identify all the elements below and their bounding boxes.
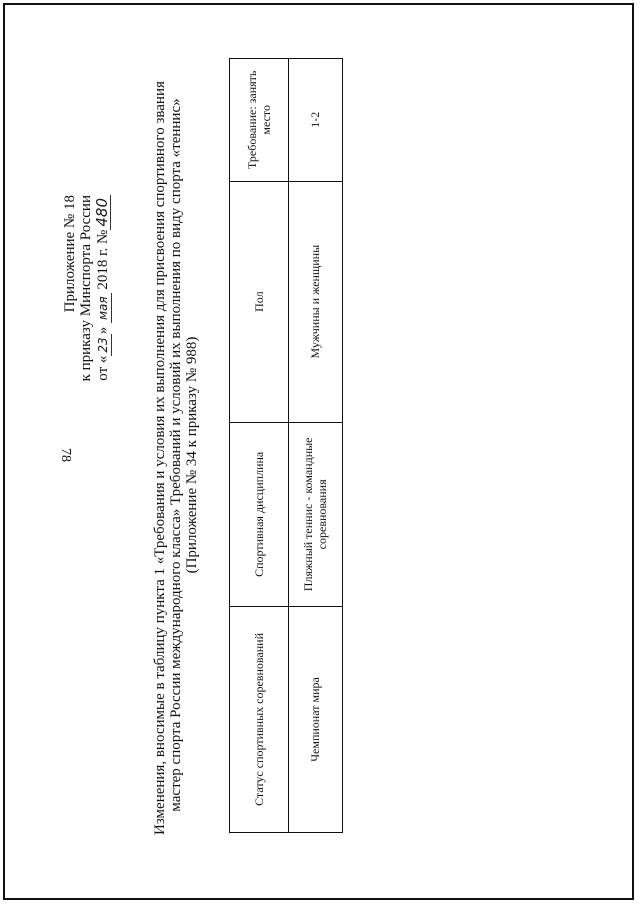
- annex-date: [94, 195, 112, 381]
- heading-line-1: Изменения, вносимые в таблицу пункта 1 «Требования и условия их выполнения для присвоения спортивного звания: [152, 81, 168, 835]
- cell-gender: Мужчины и женщины: [289, 181, 343, 422]
- table-header-row: [230, 59, 289, 833]
- header-gender: Пол: [230, 181, 289, 422]
- page-number: 78: [58, 448, 73, 462]
- header-status: Статус спортивных соревнований: [230, 606, 289, 832]
- cell-discipline: Пляжный теннис - командные соревнования: [289, 422, 343, 606]
- header-discipline: Спортивная дисциплина: [230, 422, 289, 606]
- requirements-table: [229, 58, 343, 833]
- cell-status: Чемпионат мира: [289, 606, 343, 832]
- heading-line-2: мастер спорта России международного класса» Требований и условий их выполнения по виду спорта «теннис»: [168, 98, 184, 812]
- date-month-handwritten: мая: [95, 293, 112, 323]
- document-heading: [152, 75, 200, 835]
- date-year: 2018 г. №: [95, 229, 111, 290]
- date-mid: »: [95, 326, 111, 335]
- cell-place: 1-2: [289, 59, 343, 182]
- header-requirement: Требование: занять место: [230, 59, 289, 182]
- date-day-handwritten: 23: [95, 334, 112, 355]
- annex-order: к приказу Минспорта России: [78, 195, 94, 382]
- heading-line-3: (Приложение № 34 к приказу № 988): [184, 336, 200, 574]
- annex-title: Приложение № 18: [62, 195, 78, 313]
- annex-block: [62, 195, 112, 381]
- table-row: [289, 59, 343, 833]
- date-prefix: от «: [95, 355, 111, 381]
- order-number-handwritten: 480: [94, 195, 111, 230]
